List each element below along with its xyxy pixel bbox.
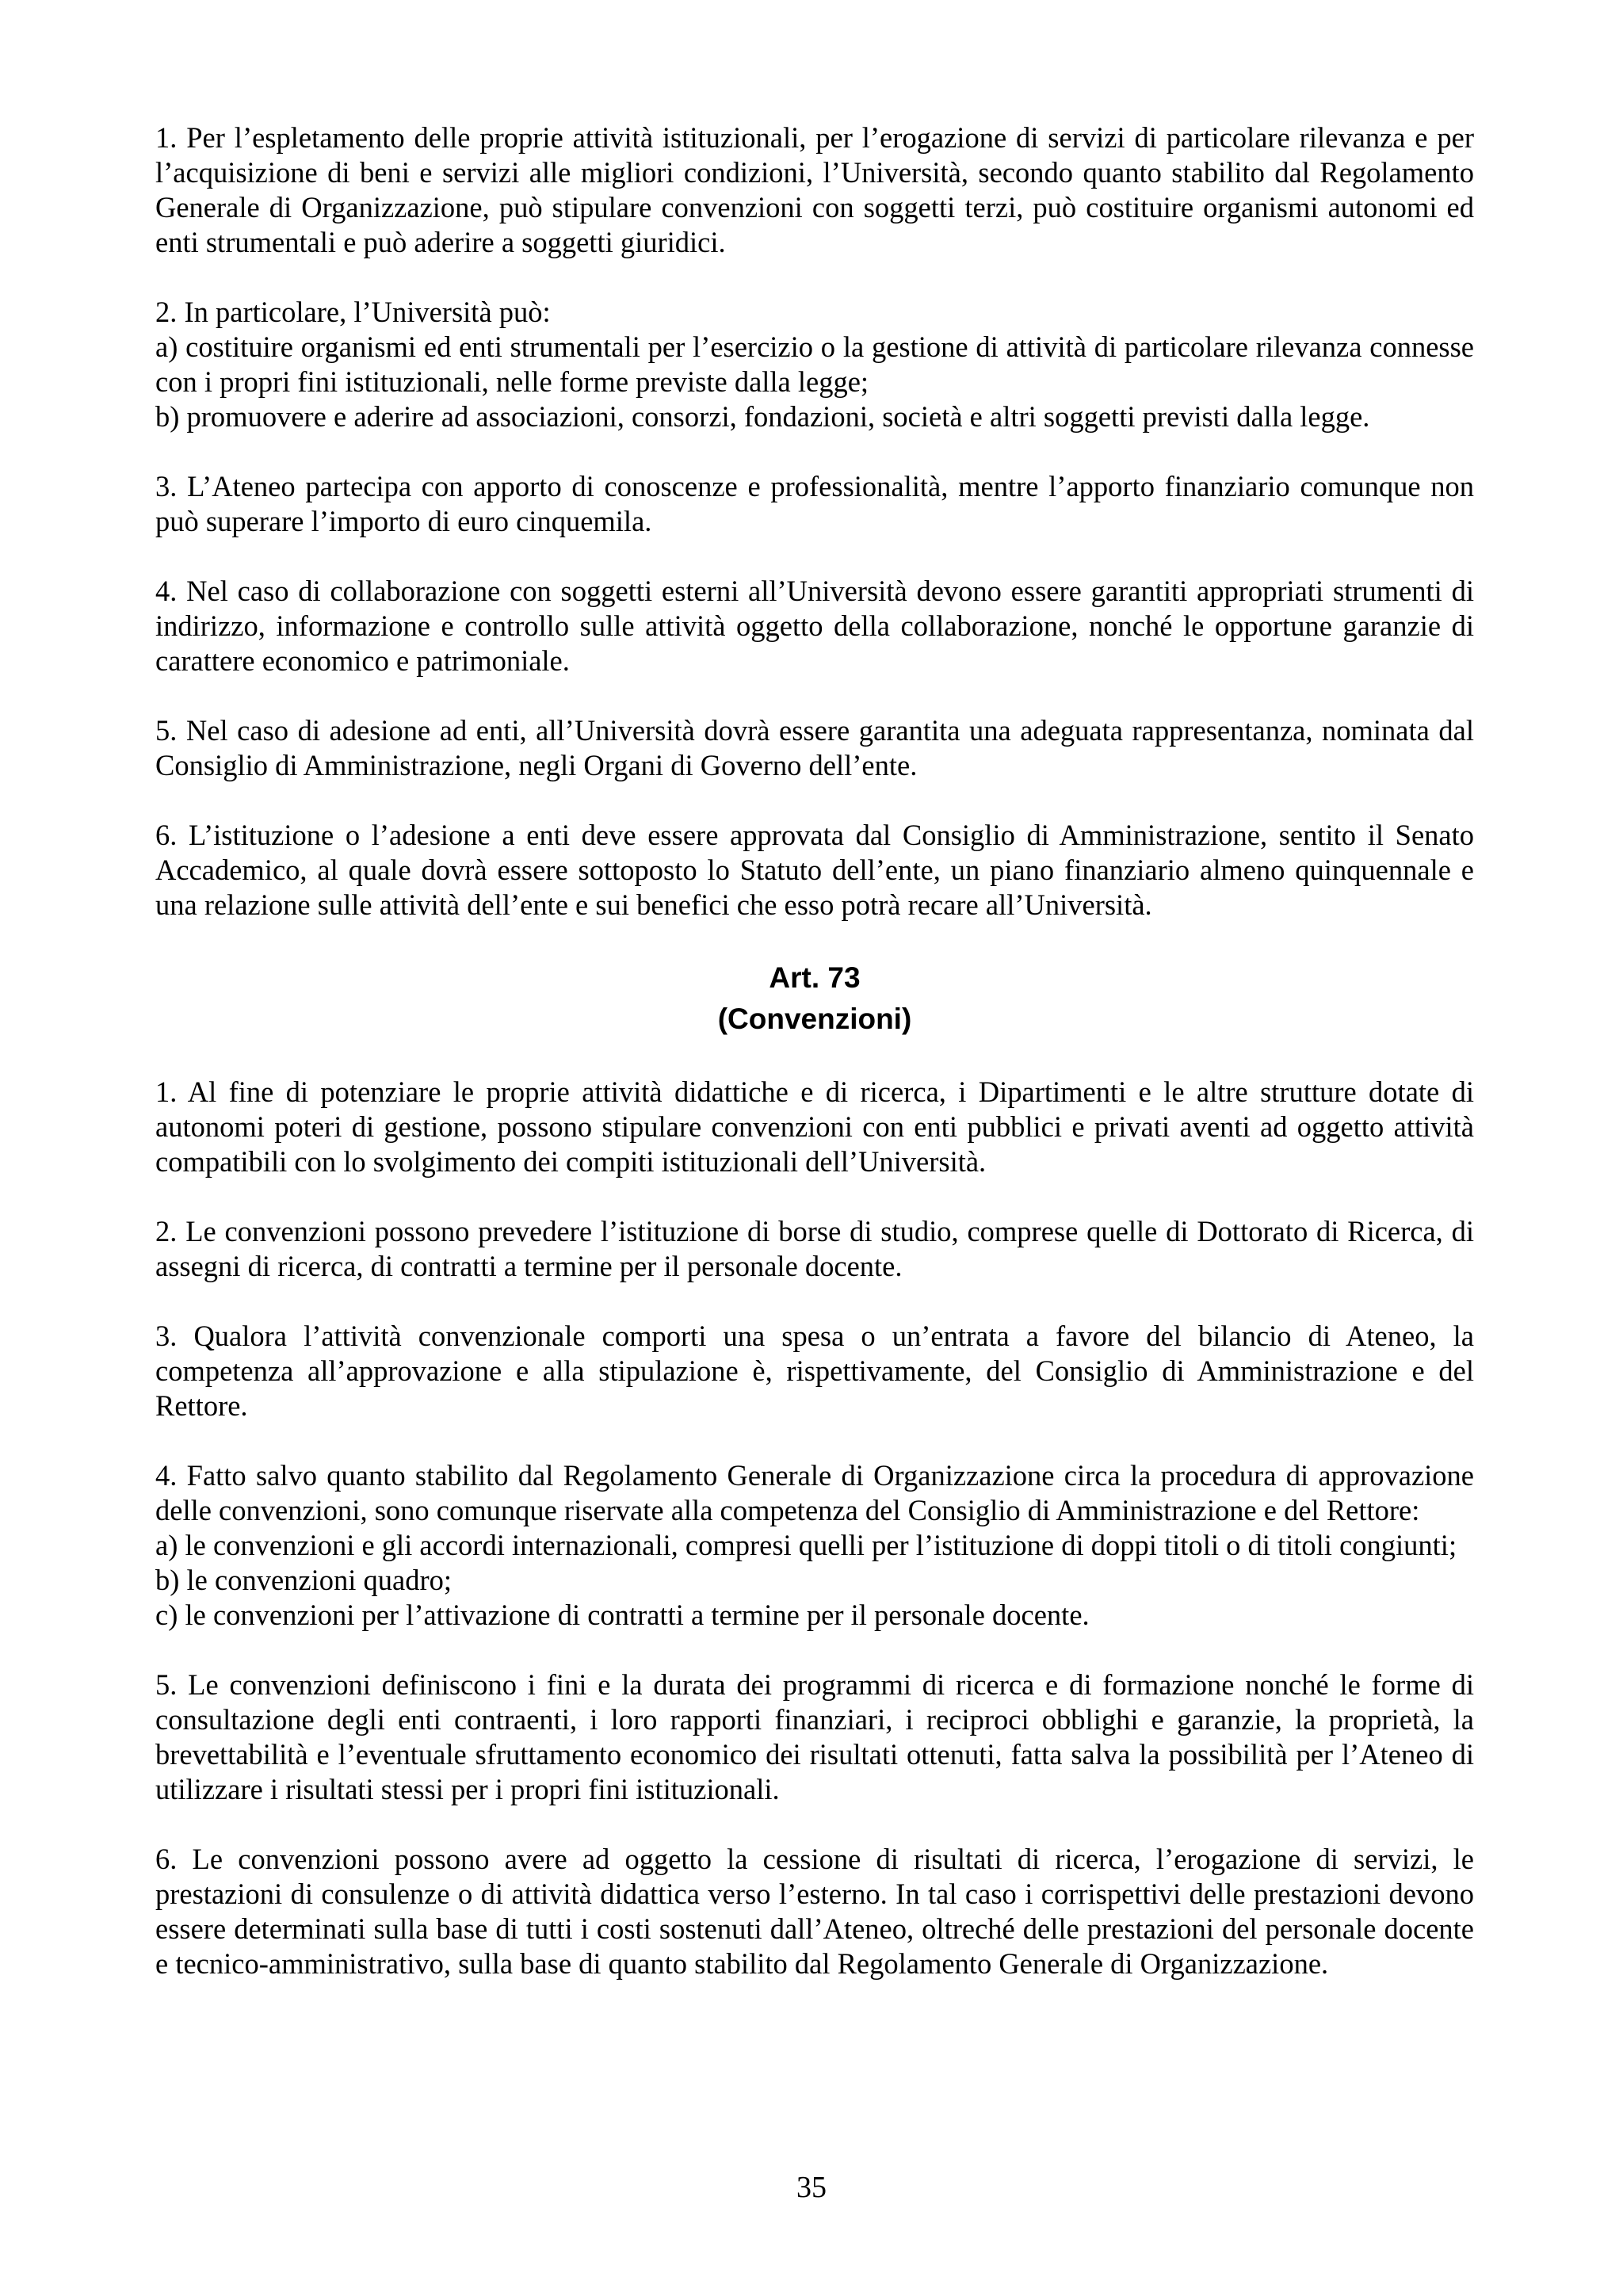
article-title: (Convenzioni) bbox=[717, 1003, 912, 1035]
paragraph-2-intro: 2. In particolare, l’Università può: bbox=[155, 296, 551, 328]
paragraph-2-item-b: b) promuovere e aderire ad associazioni, consorzi, fondazioni, società e altri soggetti previsti dalla legge. bbox=[155, 400, 1370, 433]
paragraph-6: 6. L’istituzione o l’adesione a enti deve essere approvata dal Consiglio di Amministrazione, sentito il Senato Accademico, al quale dovrà essere sottoposto lo Statuto dell’ente, un piano finanziario almeno quinquennale e una relazione sulle attività dell’ente e sui benefici che esso potrà recare all’Università. bbox=[155, 819, 1474, 921]
paragraph-1: 1. Per l’espletamento delle proprie attività istituzionali, per l’erogazione di servizi di particolare rilevanza e per l’acquisizione di beni e servizi alle migliori condizioni, l’Università, secondo quanto stabilito dal Regolamento Generale di Organizzazione, può stipulare convenzioni con soggetti terzi, può costituire organismi autonomi ed enti strumentali e può aderire a soggetti giuridici. bbox=[155, 121, 1474, 258]
convenzioni-paragraph-4-item-a: a) le convenzioni e gli accordi internazionali, compresi quelli per l’istituzione di doppi titoli o di titoli congiunti; bbox=[155, 1529, 1457, 1561]
page-number: 35 bbox=[796, 2171, 827, 2204]
paragraph-2 bbox=[155, 295, 1474, 434]
paragraph-5: 5. Nel caso di adesione ad enti, all’Università dovrà essere garantita una adeguata rappresentanza, nominata dal Consiglio di Amministrazione, negli Organi di Governo dell’ente. bbox=[155, 714, 1474, 781]
convenzioni-paragraph-3: 3. Qualora l’attività convenzionale comporti una spesa o un’entrata a favore del bilancio di Ateneo, la competenza all’approvazione e alla stipulazione è, rispettivamente, del Consiglio di Amministrazione e del Rettore. bbox=[155, 1320, 1474, 1422]
paragraph-3: 3. L’Ateneo partecipa con apporto di conoscenze e professionalità, mentre l’apporto finanziario comunque non può superare l’importo di euro cinquemila. bbox=[155, 470, 1474, 537]
article-heading bbox=[155, 957, 1474, 1040]
convenzioni-paragraph-6: 6. Le convenzioni possono avere ad oggetto la cessione di risultati di ricerca, l’erogazione di servizi, le prestazioni di consulenze o di attività didattica verso l’esterno. In tal caso i corrispettivi delle prestazioni devono essere determinati sulla base di tutti i costi sostenuti dall’Ateneo, oltreché delle prestazioni del personale docente e tecnico-amministrativo, sulla base di quanto stabilito dal Regolamento Generale di Organizzazione. bbox=[155, 1843, 1474, 1980]
convenzioni-paragraph-4 bbox=[155, 1458, 1474, 1633]
article-number: Art. 73 bbox=[769, 961, 861, 994]
convenzioni-paragraph-5: 5. Le convenzioni definiscono i fini e la durata dei programmi di ricerca e di formazione nonché le forme di consultazione degli enti contraenti, i loro rapporti finanziari, i reciproci obblighi e garanzie, la proprietà, la brevettabilità e l’eventuale sfruttamento economico dei risultati ottenuti, fatta salva la possibilità per l’Ateneo di utilizzare i risultati stessi per i propri fini istituzionali. bbox=[155, 1668, 1474, 1805]
paragraph-2-item-a: a) costituire organismi ed enti strumentali per l’esercizio o la gestione di attività di particolare rilevanza connesse con i propri fini istituzionali, nelle forme previste dalla legge; bbox=[155, 330, 1474, 398]
convenzioni-paragraph-1: 1. Al fine di potenziare le proprie attività didattiche e di ricerca, i Dipartimenti e le altre strutture dotate di autonomi poteri di gestione, possono stipulare convenzioni con enti pubblici e privati aventi ad oggetto attività compatibili con lo svolgimento dei compiti istituzionali dell’Università. bbox=[155, 1075, 1474, 1178]
convenzioni-paragraph-4-intro: 4. Fatto salvo quanto stabilito dal Regolamento Generale di Organizzazione circa la procedura di approvazione delle convenzioni, sono comunque riservate alla competenza del Consiglio di Amministrazione e del Rettore: bbox=[155, 1459, 1474, 1526]
paragraph-4: 4. Nel caso di collaborazione con soggetti esterni all’Università devono essere garantiti appropriati strumenti di indirizzo, informazione e controllo sulle attività oggetto della collaborazione, nonché le opportune garanzie di carattere economico e patrimoniale. bbox=[155, 575, 1474, 677]
document-body bbox=[155, 120, 1474, 2016]
convenzioni-paragraph-4-item-c: c) le convenzioni per l’attivazione di contratti a termine per il personale docente. bbox=[155, 1599, 1090, 1631]
convenzioni-paragraph-2: 2. Le convenzioni possono prevedere l’istituzione di borse di studio, comprese quelle di Dottorato di Ricerca, di assegni di ricerca, di contratti a termine per il personale docente. bbox=[155, 1215, 1474, 1282]
convenzioni-paragraph-4-item-b: b) le convenzioni quadro; bbox=[155, 1564, 453, 1596]
